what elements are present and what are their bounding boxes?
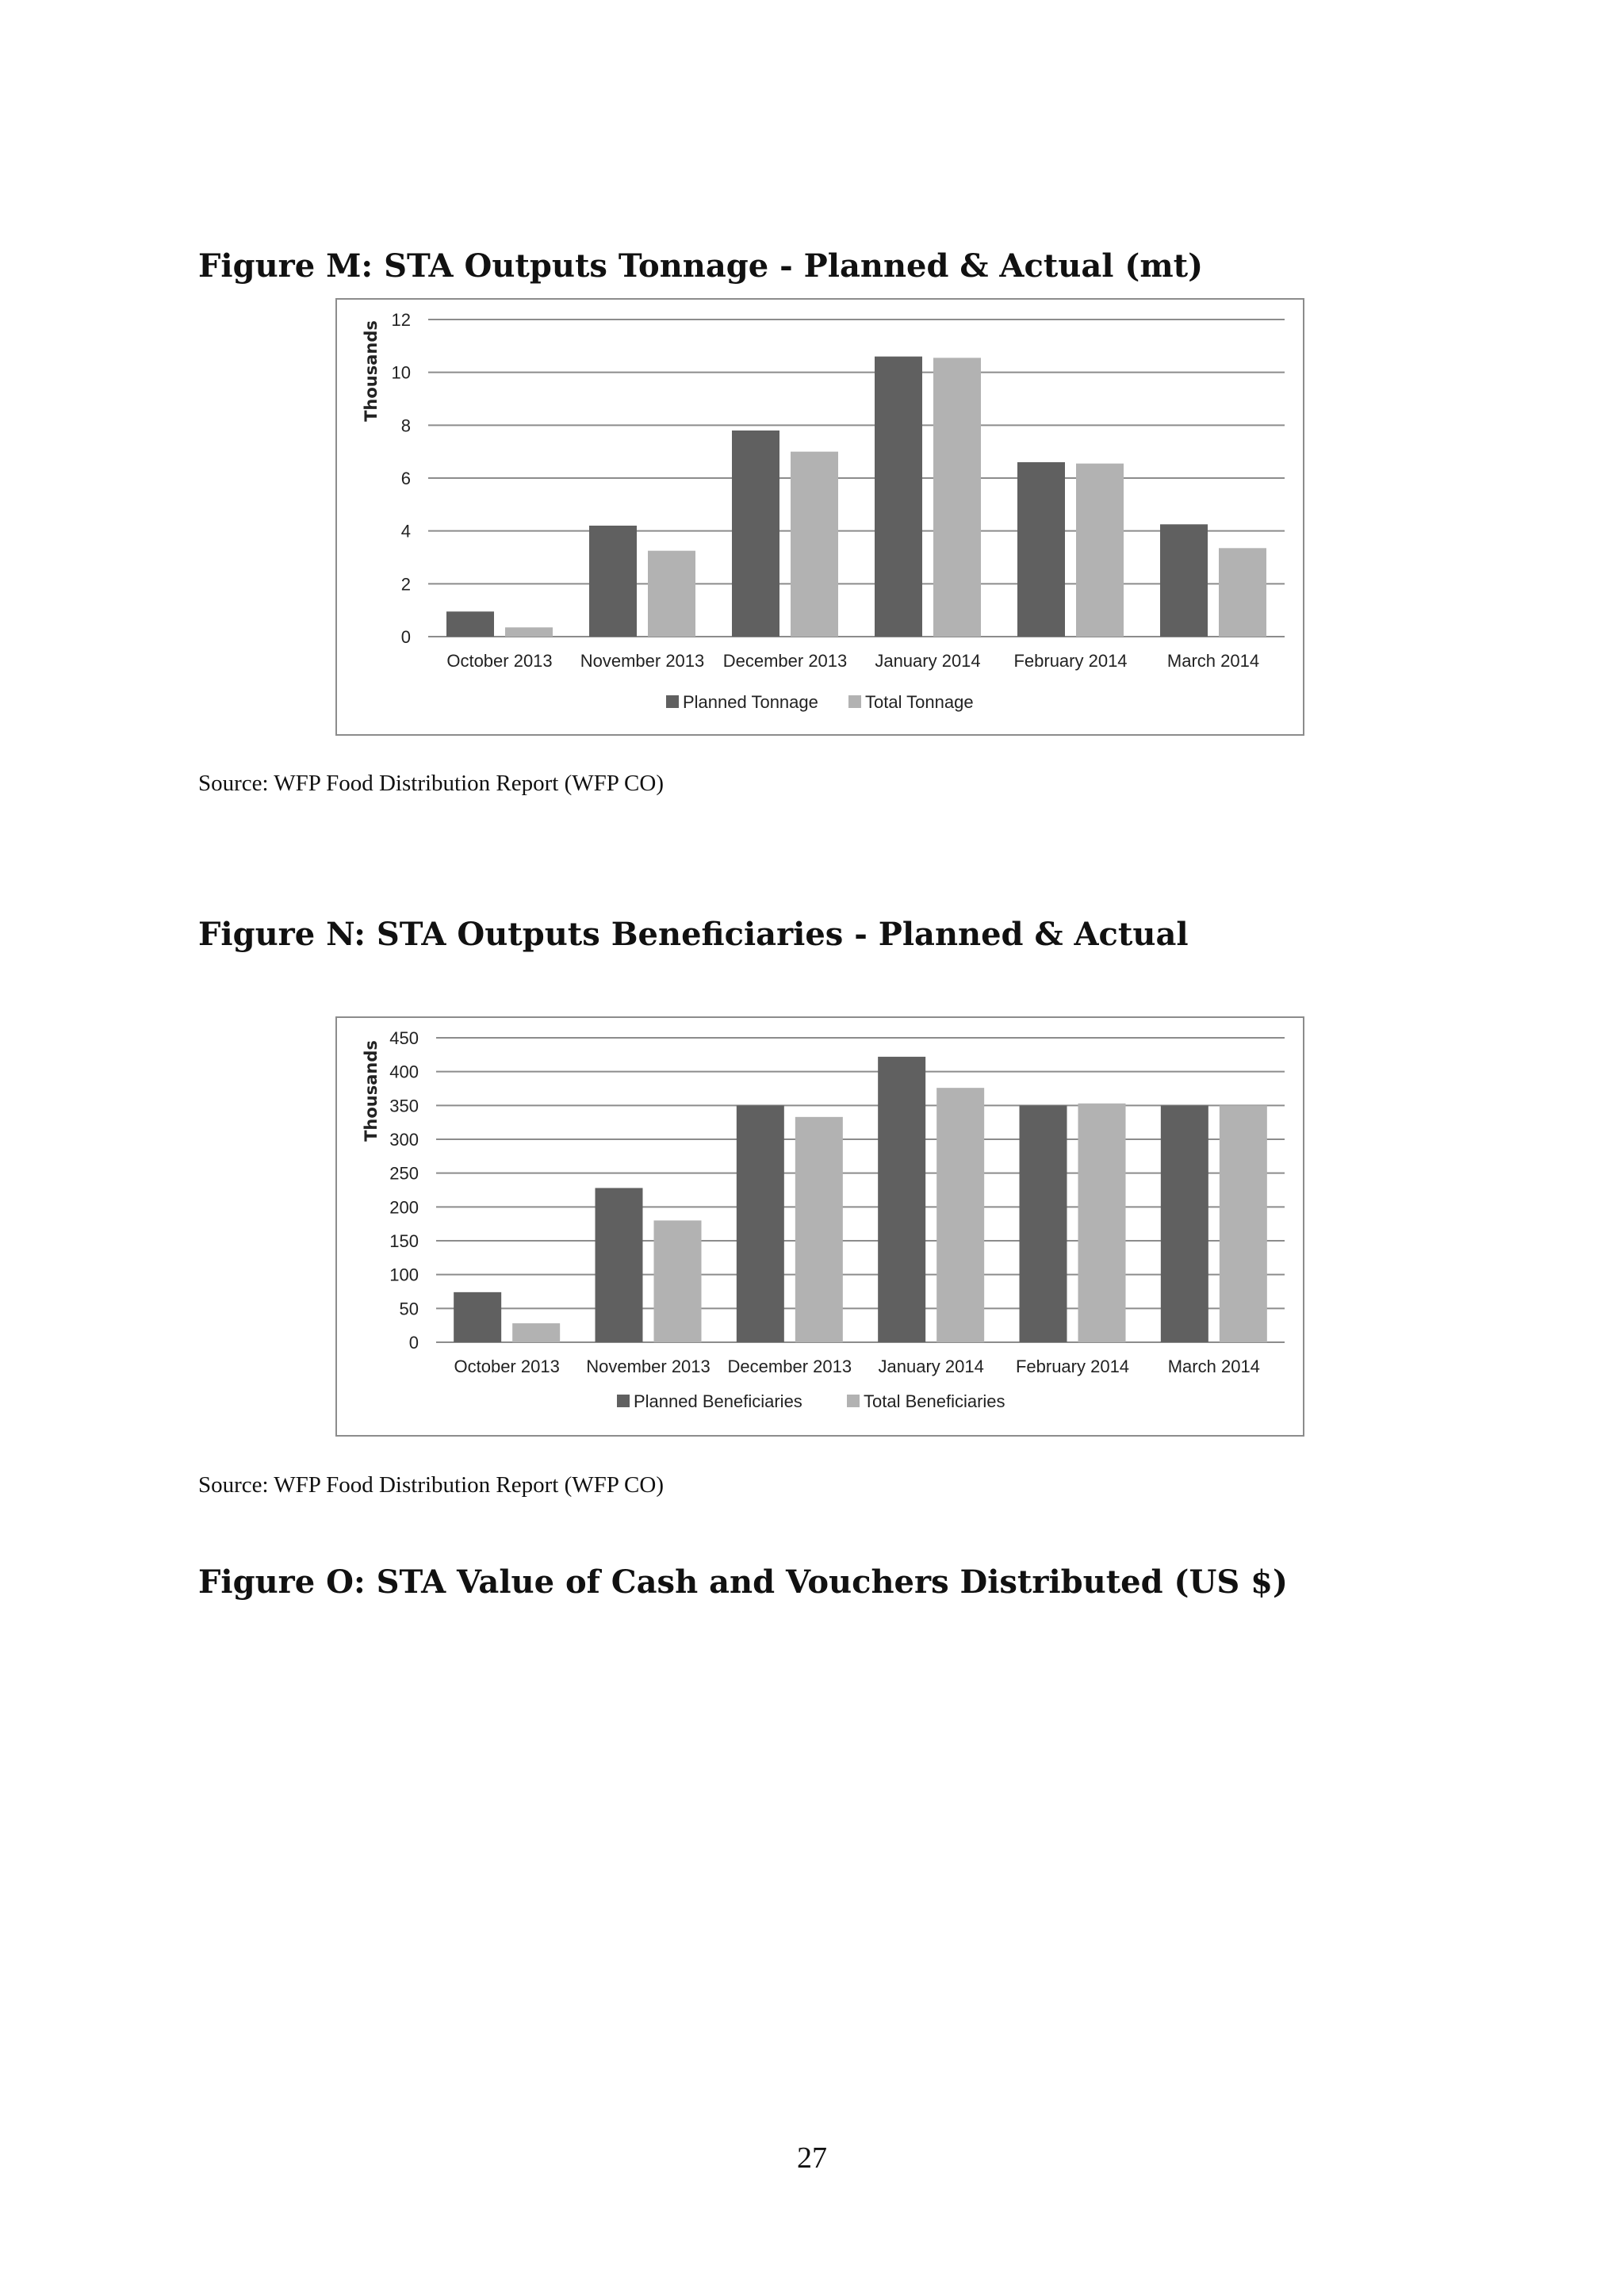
actual-bar <box>505 627 553 637</box>
x-category-label: February 2014 <box>1015 1357 1130 1376</box>
actual-bar <box>512 1323 560 1342</box>
planned-bar <box>589 526 637 637</box>
planned-bar <box>1161 1105 1208 1342</box>
actual-bar <box>648 551 695 637</box>
y-tick-label: 350 <box>389 1096 419 1116</box>
figure-m-heading: Figure M: STA Outputs Tonnage - Planned & Actual (mt) <box>198 247 1204 285</box>
planned-bar <box>1020 1105 1067 1342</box>
x-category-label: December 2013 <box>722 651 848 671</box>
actual-bar <box>654 1220 702 1342</box>
y-tick-label: 0 <box>408 1333 419 1353</box>
actual-bar <box>1219 548 1266 637</box>
x-category-label: February 2014 <box>1013 651 1128 671</box>
legend-swatch <box>848 695 861 708</box>
actual-bar <box>1078 1104 1126 1342</box>
figure-m-source: Source: WFP Food Distribution Report (WFP CO) <box>198 771 664 796</box>
x-category-label: March 2014 <box>1167 1357 1260 1376</box>
y-tick-label: 450 <box>389 1028 419 1048</box>
y-tick-label: 200 <box>389 1197 419 1218</box>
tonnage-chart <box>335 298 1304 736</box>
tonnage-chart-svg <box>337 300 1306 737</box>
y-tick-label: 300 <box>389 1130 419 1150</box>
planned-bar <box>878 1057 925 1342</box>
y-tick-label: 2 <box>400 574 411 595</box>
page-number: 27 <box>797 2141 827 2175</box>
planned-bar <box>454 1292 501 1342</box>
y-tick-label: 250 <box>389 1163 419 1184</box>
x-category-label: November 2013 <box>580 651 705 671</box>
x-category-label: November 2013 <box>586 1357 710 1376</box>
y-tick-label: 0 <box>400 627 411 647</box>
y-tick-label: 50 <box>399 1299 419 1319</box>
planned-bar <box>737 1105 784 1342</box>
beneficiaries-chart <box>335 1016 1304 1437</box>
legend-swatch <box>617 1395 630 1407</box>
x-category-label: January 2014 <box>875 651 981 671</box>
actual-bar <box>936 1088 984 1342</box>
x-category-label: October 2013 <box>454 1357 560 1376</box>
legend-label: Planned Tonnage <box>683 692 818 712</box>
x-category-label: January 2014 <box>878 1357 984 1376</box>
actual-bar <box>795 1117 843 1342</box>
beneficiaries-chart-svg <box>337 1018 1306 1438</box>
y-tick-label: 4 <box>400 521 411 541</box>
x-category-label: March 2014 <box>1166 651 1260 671</box>
legend-swatch <box>666 695 679 708</box>
actual-bar <box>1076 464 1124 637</box>
y-tick-label: 6 <box>400 469 411 488</box>
legend-label: Total Tonnage <box>865 692 974 712</box>
planned-bar <box>1017 462 1065 637</box>
figure-n-heading: Figure N: STA Outputs Beneficiaries - Planned & Actual <box>198 916 1189 953</box>
y-tick-label: 100 <box>389 1265 419 1285</box>
y-tick-label: 8 <box>400 415 411 436</box>
y-tick-label: 150 <box>389 1231 419 1251</box>
planned-bar <box>446 611 494 637</box>
legend-swatch <box>847 1395 860 1407</box>
actual-bar <box>1220 1105 1267 1342</box>
x-category-label: October 2013 <box>446 651 553 671</box>
legend-label: Planned Beneficiaries <box>634 1391 802 1411</box>
y-axis-title: Thousands <box>362 320 381 422</box>
actual-bar <box>933 358 981 637</box>
y-tick-label: 10 <box>391 362 411 383</box>
planned-bar <box>875 357 922 637</box>
y-tick-label: 12 <box>391 310 411 330</box>
planned-bar <box>596 1188 643 1342</box>
planned-bar <box>1160 524 1208 637</box>
legend-label: Total Beneficiaries <box>864 1391 1005 1411</box>
y-axis-title: Thousands <box>362 1040 381 1142</box>
figure-n-source: Source: WFP Food Distribution Report (WFP CO) <box>198 1472 664 1498</box>
y-tick-label: 400 <box>389 1062 419 1082</box>
actual-bar <box>791 452 838 637</box>
x-category-label: December 2013 <box>727 1357 852 1376</box>
planned-bar <box>732 430 779 637</box>
figure-o-heading: Figure O: STA Value of Cash and Vouchers Distributed (US $) <box>198 1563 1288 1601</box>
